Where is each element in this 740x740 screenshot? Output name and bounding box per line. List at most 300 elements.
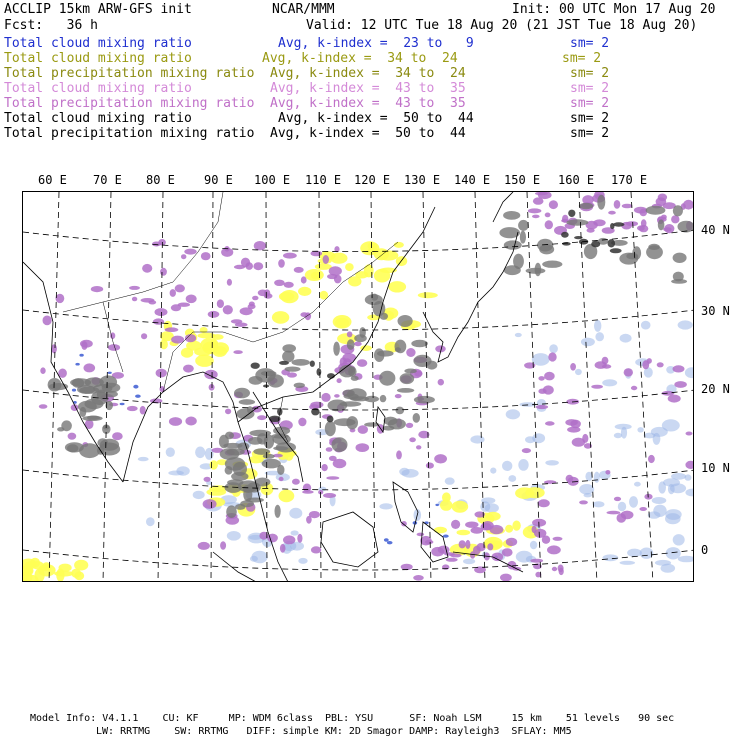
legend-sm: sm= 2 [570,66,610,81]
legend-field: Total cloud mixing ratio [4,36,192,51]
cloud-blob [673,205,683,216]
cloud-blob [279,477,284,481]
cloud-blob [186,341,202,351]
cloud-blob [553,537,563,541]
cloud-blob [234,388,250,399]
cloud-blob [626,221,638,226]
cloud-blob [579,500,588,504]
cloud-blob [438,379,444,386]
cloud-blob [570,363,576,371]
cloud-blob [579,203,594,209]
cloud-blob [347,339,355,350]
cloud-blob [176,466,189,475]
cloud-blob [465,522,478,528]
model-info-line1: Model Info: V4.1.1 CU: KF MP: WDM 6class PBL: YSU SF: Noah LSM 15 km 51 levels 90 sec [30,713,675,724]
cloud-blob [542,536,550,544]
cloud-blob [425,540,434,544]
cloud-blob [544,372,555,381]
cloud-blob [518,220,529,231]
cloud-blob [426,463,434,469]
cloud-blob [607,511,621,515]
cloud-blob [294,267,304,273]
valid-time: Valid: 12 UTC Tue 18 Aug 20 (21 JST Tue 18 Aug 20) [306,18,698,33]
init-time: Init: 00 UTC Mon 17 Aug 20 [512,2,716,17]
lon-label: 80 E [146,173,175,187]
cloud-blob [227,479,243,485]
cloud-blob [171,336,184,344]
cloud-blob [549,344,558,353]
cloud-blob [515,333,522,337]
cloud-blob [685,367,694,378]
cloud-blob [74,571,84,580]
cloud-blob [152,242,161,247]
cloud-blob [525,487,544,498]
institution-label: NCAR/MMM [272,2,335,17]
cloud-blob [231,319,243,323]
cloud-blob [267,374,284,387]
cloud-blob [401,521,407,526]
cloud-blob [653,433,661,445]
lon-label: 100 E [254,173,291,187]
cloud-blob [503,211,520,220]
cloud-blob [138,457,149,461]
cloud-blob [285,367,301,372]
cloud-blob [183,365,194,373]
cloud-blob [413,355,431,367]
cloud-blob [327,416,334,423]
cloud-blob [283,253,297,259]
cloud-blob [396,407,405,415]
cloud-blob [416,445,421,449]
cloud-blob [204,477,211,482]
cloud-blob [459,540,466,548]
cloud-blob [321,464,327,471]
cloud-blob [444,552,455,556]
cloud-blob [395,340,407,354]
cloud-blob [614,433,622,438]
cloud-blob [251,363,260,369]
cloud-blob [195,355,214,367]
cloud-blob [417,533,425,537]
cloud-blob [165,327,179,332]
cloud-blob [217,299,224,308]
cloud-blob [275,505,281,518]
cloud-blob [671,473,686,480]
cloud-blob [545,421,555,425]
cloud-blob [629,496,638,508]
cloud-blob [608,239,616,247]
cloud-blob [195,447,205,459]
cloud-blob [380,313,388,320]
lon-label: 120 E [354,173,391,187]
cloud-blob [225,409,231,415]
cloud-blob [298,558,307,564]
legend-avg: Avg, k-index = 23 to 9 [278,36,474,51]
cloud-blob [283,535,295,544]
cloud-blob [614,497,621,501]
cloud-blob [593,219,605,226]
cloud-blob [579,484,594,495]
cloud-blob [602,364,611,368]
cloud-blob [84,363,96,372]
lon-label: 70 E [93,173,122,187]
legend-avg: Avg, k-index = 50 to 44 [270,126,466,141]
cloud-blob [648,511,661,518]
cloud-blob [185,417,196,426]
cloud-blob [365,294,383,305]
cloud-blob [108,372,112,374]
cloud-blob [43,316,52,326]
cloud-blob [253,262,263,270]
cloud-blob [351,376,359,381]
legend-field: Total cloud mixing ratio [4,111,192,126]
cloud-blob [133,385,138,389]
cloud-blob [377,350,394,356]
cloud-blob [148,300,156,304]
legend-sm: sm= 2 [570,111,610,126]
cloud-blob [597,195,605,210]
cloud-blob [153,318,164,324]
legend-field: Total precipitation mixing ratio [4,66,255,81]
cloud-blob [332,437,348,452]
cloud-blob [452,501,469,513]
cloud-blob [418,292,438,298]
cloud-blob [605,470,610,475]
cloud-blob [309,511,320,518]
cloud-blob [186,295,197,304]
cloud-blob [585,472,592,481]
cloud-blob [566,475,574,483]
cloud-blob [56,294,65,303]
cloud-blob [132,297,137,302]
cloud-blob [652,497,667,504]
cloud-blob [70,378,91,387]
cloud-blob [87,416,100,420]
legend-avg: Avg, k-index = 43 to 35 [270,96,466,111]
cloud-blob [567,427,580,433]
cloud-blob [135,395,141,398]
legend-sm: sm= 2 [570,126,610,141]
cloud-blob [226,448,245,455]
cloud-blob [646,206,666,215]
cloud-blob [465,540,470,549]
cloud-blob [518,459,528,471]
cloud-blob [414,396,435,404]
cloud-blob [595,332,604,341]
cloud-blob [226,505,237,518]
cloud-blob [603,554,619,561]
cloud-blob [277,465,284,475]
cloud-blob [451,520,460,529]
cloud-blob [310,361,315,367]
cloud-blob [657,362,664,367]
cloud-blob [166,447,175,457]
cloud-blob [622,204,633,209]
cloud-blob [613,222,625,226]
cloud-blob [673,365,685,372]
cloud-blob [75,363,79,366]
cloud-blob [549,200,558,209]
cloud-blob [668,395,681,403]
cloud-blob [120,403,125,405]
cloud-blob [394,242,404,248]
cloud-blob [528,208,542,213]
cloud-blob [333,342,340,356]
lat-label: 20 N [701,382,730,396]
cloud-blob [400,373,415,384]
cloud-blob [334,275,342,284]
cloud-blob [388,281,406,292]
cloud-blob [457,530,471,536]
cloud-blob [490,525,504,534]
lat-label: 0 [701,543,709,557]
cloud-blob [279,361,289,365]
cloud-blob [639,507,647,511]
cloud-blob [615,424,632,430]
cloud-blob [673,534,685,545]
legend-field: Total precipitation mixing ratio [4,96,255,111]
cloud-blob [323,493,336,498]
cloud-blob [545,220,553,229]
cloud-blob [102,383,121,393]
legend-sm: sm= 2 [570,81,610,96]
cloud-blob [323,255,329,264]
cloud-blob [253,448,270,455]
cloud-blob [382,426,394,431]
cloud-blob [505,525,513,533]
cloud-blob [279,490,295,503]
cloud-blob [397,388,414,393]
cloud-blob [233,350,242,354]
cloud-blob [160,268,167,276]
cloud-blob [140,406,146,415]
cloud-blob [203,499,217,509]
cloud-blob [413,575,424,581]
cloud-blob [274,280,285,286]
cloud-blob [57,427,64,431]
cloud-blob [302,490,314,494]
lon-label: 170 E [611,173,648,187]
cloud-blob [401,564,413,570]
legend-avg: Avg, k-index = 50 to 44 [278,111,474,126]
cloud-blob [261,371,277,376]
legend-field: Total cloud mixing ratio [4,81,192,96]
cloud-blob [484,537,503,550]
cloud-blob [411,340,428,348]
legend-avg: Avg, k-index = 34 to 24 [262,51,458,66]
cloud-blob [532,433,545,443]
cloud-blob [368,243,378,250]
lat-label: 40 N [701,223,730,237]
cloud-blob [621,511,634,520]
cloud-blob [344,393,359,399]
cloud-blob [587,228,595,233]
cloud-blob [661,564,676,573]
cloud-blob [631,386,637,390]
cloud-blob [329,266,342,276]
cloud-blob [40,367,45,374]
cloud-blob [223,305,233,314]
cloud-blob [257,415,266,420]
cloud-blob [413,413,420,423]
cloud-blob [658,481,666,493]
cloud-blob [406,423,413,428]
cloud-blob [608,211,616,215]
cloud-blob [127,406,138,411]
cloud-blob [273,446,288,450]
cloud-blob [155,308,168,316]
cloud-blob [169,417,182,426]
cloud-blob [212,346,227,357]
cloud-blob [250,556,258,562]
cloud-blob [225,432,234,440]
mid-cloud-layer [23,241,545,582]
cloud-blob [532,215,540,219]
cloud-blob [54,571,73,577]
cloud-blob [193,491,205,499]
cloud-blob [673,272,684,282]
cloud-blob [647,358,652,364]
cloud-blob [252,296,258,301]
cloud-blob [334,394,340,398]
cloud-blob [639,225,648,232]
cloud-blob [434,527,447,534]
cloud-blob [327,373,335,379]
cloud-blob [471,527,484,534]
cloud-blob [440,500,452,511]
cloud-blob [305,269,324,281]
cloud-blob [358,425,368,434]
cloud-blob [243,487,252,502]
cloud-blob [74,560,88,571]
cloud-blob [512,521,520,531]
cloud-blob [409,437,416,442]
cloud-blob [591,385,603,389]
lon-label: 140 E [454,173,491,187]
cloud-blob [289,508,302,519]
cloud-blob [593,501,605,507]
cloud-blob [263,454,275,459]
lon-label: 90 E [204,173,233,187]
cloud-blob [487,543,493,550]
cloud-blob [292,479,300,485]
cloud-blob [334,418,356,426]
cloud-blob [536,405,548,409]
cloud-blob [443,535,449,538]
cloud-blob [504,240,522,249]
cloud-blob [317,368,322,376]
cloud-blob [575,369,582,375]
cloud-blob [292,359,310,366]
cloud-blob [241,258,250,268]
cloud-blob [434,454,447,463]
cloud-blob [175,284,185,292]
legend-avg: Avg, k-index = 43 to 35 [270,81,466,96]
cloud-blob [68,433,77,440]
cloud-blob [545,460,559,465]
cloud-blob [678,556,694,563]
cloud-blob [379,503,392,509]
cloud-blob [565,419,578,426]
cloud-blob [594,320,601,332]
cloud-blob [618,502,626,512]
cloud-blob [581,338,595,347]
cloud-blob [548,352,556,361]
model-title: ACCLIP 15km ARW-GFS init [4,2,192,17]
cloud-blob [445,477,455,484]
cloud-blob [664,224,674,233]
cloud-blob [321,393,330,402]
cloud-blob [396,450,402,459]
cloud-blob [30,558,40,568]
model-info-line2: LW: RRTMG SW: RRTMG DIFF: simple KM: 2D Smagor DAMP: Rayleigh3 SFLAY: MM5 [96,726,572,737]
lon-label: 160 E [558,173,595,187]
cloud-blob [201,252,211,260]
cloud-blob [333,459,347,469]
cloud-blob [223,443,242,448]
cloud-blob [248,304,256,309]
cloud-blob [398,315,413,327]
cloud-blob [537,239,553,252]
cloud-blob [225,466,233,475]
cloud-blob [535,263,542,277]
cloud-blob [395,394,402,398]
cloud-blob [301,276,307,283]
cloud-blob [634,482,641,487]
cloud-blob [620,561,636,565]
cloud-blob [614,200,621,209]
cloud-blob [380,395,387,402]
cloud-blob [532,353,550,366]
cloud-blob [204,370,217,380]
cloud-blob [406,348,415,357]
cloud-blob [156,369,167,378]
cloud-blob [80,340,93,348]
cloud-blob [227,279,232,286]
cloud-blob [658,194,667,202]
cloud-blob [591,241,600,247]
cloud-blob [562,242,571,246]
cloud-blob [584,493,592,497]
cloud-blob [530,559,543,563]
legend-sm: sm= 2 [570,36,610,51]
cloud-blob [470,435,484,443]
cloud-blob [665,513,681,524]
cloud-blob [142,264,152,273]
cloud-blob [280,544,286,553]
cloud-blob [602,379,617,386]
cloud-blob [112,432,123,440]
cloud-blob [79,354,83,357]
cloud-blob [404,369,416,374]
cloud-blob [673,253,687,263]
cloud-blob [620,334,632,343]
lon-label: 150 E [504,173,541,187]
cloud-blob [542,261,562,268]
cloud-blob [627,549,642,557]
cloud-blob [634,207,647,214]
cloud-blob [198,542,210,550]
cloud-blob [648,455,655,463]
cloud-blob [502,461,512,471]
cloud-blob [666,547,681,559]
lat-label: 30 N [701,304,730,318]
cloud-blob [210,460,218,469]
cloud-blob [490,468,496,474]
cloud-blob [91,286,103,292]
cloud-blob [310,402,323,408]
cloud-blob [311,408,319,415]
